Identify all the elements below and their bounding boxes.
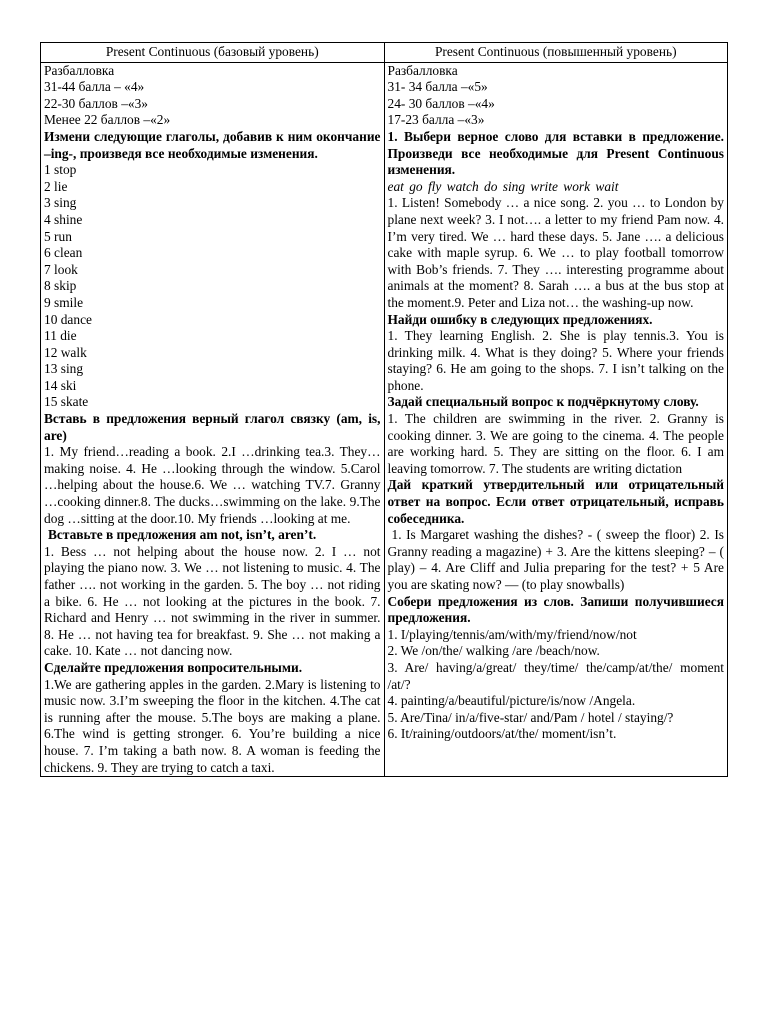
grading-line: Разбалловка xyxy=(387,62,458,78)
sentence-item: 3. Are/ having/a/great/ they/time/ the/camp/at/the/ moment /at/? xyxy=(387,659,724,692)
advanced-grading xyxy=(388,63,725,129)
basic-task1-title: Измени следующие глаголы, добавив к ним окончание –ing-, произведя все необходимые изменения. xyxy=(44,128,381,161)
basic-task4-text: 1.We are gathering apples in the garden. 2.Mary is listening to music now. 3.I’m sweeping the floor in the kitchen. 4.The cat is running after the mouse. 5.The boys are making a plane. 6.The wind is getting stronger. 6. You’re building a nice house. 7. I’m taking a bath now. 8. A woman is feeding the chickens. 9. They are trying to catch a taxi. xyxy=(44,676,381,775)
verb-item: 10 dance xyxy=(44,311,92,327)
verb-item: 8 skip xyxy=(44,278,77,294)
advanced-task2-text: 1. They learning English. 2. She is play tennis.3. You is drinking milk. 4. What is they doing? 5. Where your friends staying? 6. He am going to the shops. 7. I isn’t talking on the phone. xyxy=(387,328,724,393)
advanced-task1-text: 1. Listen! Somebody … a nice song. 2. you … to London by plane next week? 3. I not…. a letter to my friend Pam now. 4. I’m very tired. We … hard these days. 5. Jane …. a delicious cake with maple syrup. 6. We … to play football tomorrow with Bob’s friends. 7. They …. interesting programme about animals at the moment? 8. Sarah …. a bus at the bus stop at the moment.9. Peter and Liza not… the washing-up now. xyxy=(387,195,724,310)
advanced-task2-title: Найди ошибку в следующих предложениях. xyxy=(387,311,653,327)
sentence-item: 6. It/raining/outdoors/at/the/ moment/isn’t. xyxy=(387,726,617,742)
verb-list xyxy=(44,162,381,411)
header-row xyxy=(41,43,728,63)
worksheet-table xyxy=(40,42,728,777)
advanced-task5-title: Собери предложения из слов. Запиши получившиеся предложения. xyxy=(387,593,724,626)
verb-item: 7 look xyxy=(44,261,78,277)
advanced-word-bank: eat go fly watch do sing write work wait xyxy=(387,178,619,194)
grading-line: 24- 30 баллов –«4» xyxy=(387,95,495,111)
verb-item: 3 sing xyxy=(44,195,77,211)
grading-line: Менее 22 баллов –«2» xyxy=(44,112,171,128)
sentence-list xyxy=(388,627,725,743)
basic-task3-text: 1. Bess … not helping about the house now. 2. I … not playing the piano now. 3. We … not listening to music. 4. The father …. not working in the garden. 5. The boy … not riding a bike. 6. He … not looking at the pictures in the book. 7. Richard and Henry … not swimming in the river in summer. 8. He … not having tea for breakfast. 9. She … not making a cake. 10. Kate … not dancing now. xyxy=(44,543,381,659)
verb-item: 15 skate xyxy=(44,394,89,410)
verb-item: 4 shine xyxy=(44,211,83,227)
verb-item: 5 run xyxy=(44,228,72,244)
advanced-task3-text: 1. The children are swimming in the river. 2. Granny is cooking dinner. 3. We are going to the cinema. 4. The people are working hard. 5. They are sitting on the floor. 6. I am leaving tomorrow. 7. The students are writing dictation xyxy=(387,411,724,476)
grading-line: Разбалловка xyxy=(44,62,115,78)
verb-item: 14 ski xyxy=(44,377,77,393)
verb-item: 1 stop xyxy=(44,162,77,178)
basic-task3-title: Вставьте в предложения am not, isn’t, aren’t. xyxy=(48,527,317,543)
verb-item: 9 smile xyxy=(44,294,84,310)
sentence-item: 1. I/playing/tennis/am/with/my/friend/now/not xyxy=(387,626,637,642)
verb-item: 6 clean xyxy=(44,245,83,261)
basic-column xyxy=(41,62,385,777)
advanced-task4-text: 1. Is Margaret washing the dishes? - ( sweep the floor) 2. Is Granny reading a magazine) + 3. Are the kittens sleeping? – ( play) – 4. Are Cliff and Julia preparing for the test? + 5 Are you are skating now? — (to play snowballs) xyxy=(387,527,724,592)
content-row xyxy=(41,62,728,777)
verb-item: 2 lie xyxy=(44,178,68,194)
verb-item: 11 die xyxy=(44,328,77,344)
verb-item: 12 walk xyxy=(44,344,87,360)
advanced-task3-title: Задай специальный вопрос к подчёркнутому слову. xyxy=(387,394,699,410)
basic-grading xyxy=(44,63,381,129)
grading-line: 31- 34 балла –«5» xyxy=(387,79,488,95)
basic-task2-text: 1. My friend…reading a book. 2.I …drinking tea.3. They…making noise. 4. He …looking through the window. 5.Carol …helping about the house.6. We … watching TV.7. Granny …cooking dinner.8. The ducks…swimming on the lake. 9.The dog …sitting at the door.10. My friends …looking at me. xyxy=(44,444,381,526)
advanced-task1-title: 1. Выбери верное слово для вставки в предложение. Произведи все необходимые для Present Continuous изменения. xyxy=(387,128,724,178)
grading-line: 22-30 баллов –«3» xyxy=(44,95,148,111)
advanced-column xyxy=(384,62,728,777)
grading-line: 17-23 балла –«3» xyxy=(387,112,485,128)
basic-task2-title: Вставь в предложения верный глагол связку (am, is, are) xyxy=(44,411,381,443)
sentence-item: 5. Are/Tina/ in/a/five-star/ and/Pam / hotel / staying/? xyxy=(387,709,674,725)
basic-task4-title: Сделайте предложения вопросительными. xyxy=(44,659,303,675)
grading-line: 31-44 балла – «4» xyxy=(44,79,145,95)
sentence-item: 4. painting/a/beautiful/picture/is/now /Angela. xyxy=(387,693,636,709)
advanced-task4-title: Дай краткий утвердительный или отрицательный ответ на вопрос. Если ответ отрицательный, исправь собеседника. xyxy=(387,477,724,526)
header-basic: Present Continuous (базовый уровень) xyxy=(41,43,385,63)
header-advanced: Present Continuous (повышенный уровень) xyxy=(384,43,728,63)
verb-item: 13 sing xyxy=(44,361,84,377)
sentence-item: 2. We /on/the/ walking /are /beach/now. xyxy=(387,643,600,659)
